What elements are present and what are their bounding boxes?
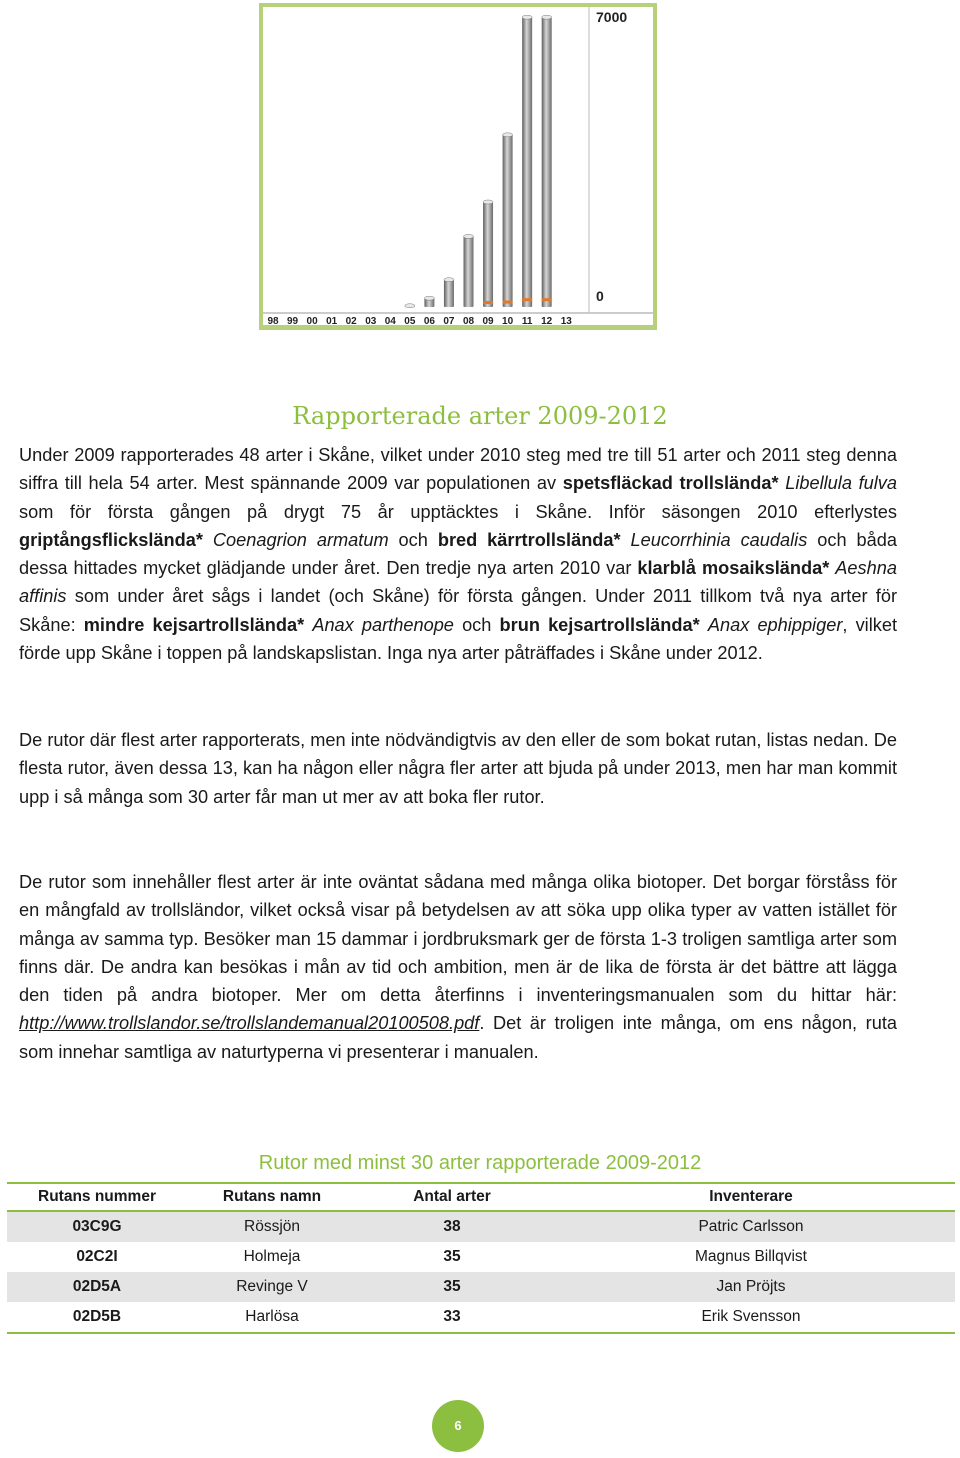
header-square-name: Rutans namn	[222, 1188, 322, 1205]
species-latin-4: Aeshna affinis	[19, 558, 897, 607]
species-name-2: griptångsflickslända*	[19, 529, 203, 550]
x-tick-label: 05	[404, 316, 416, 327]
table-row	[7, 1302, 955, 1333]
x-tick-label: 02	[345, 316, 357, 327]
bar-cap	[405, 304, 415, 308]
cell-square-number: 02D5B	[72, 1308, 122, 1325]
header-species-count: Antal arter	[413, 1188, 491, 1205]
cell-square-name: Holmeja	[243, 1248, 301, 1265]
chart-svg	[259, 3, 657, 330]
para1-text-1: Under 2009 rapporterades 48 arter i Skåne, vilket under 2010 steg med tre till 51 arter och 2011 steg denna siffra till hela 54 arter. Mest spännande 2009 var populationen av	[19, 445, 897, 494]
cell-species-count: 38	[443, 1218, 461, 1235]
bar-cap	[464, 234, 474, 238]
table-row	[7, 1211, 955, 1242]
cell-square-name: Harlösa	[245, 1308, 299, 1325]
cell-square-number: 02C2I	[76, 1248, 118, 1265]
bar	[483, 202, 493, 307]
paragraph-species-reports	[19, 441, 897, 667]
x-tick-label: 13	[560, 316, 572, 327]
species-name-6: brun kejsartrollslända*	[499, 614, 700, 635]
species-name-5: mindre kejsartrollslända*	[83, 614, 305, 635]
para1-text-3: och	[388, 529, 438, 550]
bar	[444, 280, 454, 307]
manual-link[interactable]: http://www.trollslandor.se/trollslandemanual20100508.pdf	[19, 1013, 480, 1034]
bar-cap	[542, 15, 552, 19]
x-tick-label: 06	[423, 316, 435, 327]
bar-highlight	[522, 298, 532, 301]
table-row	[7, 1272, 955, 1302]
x-tick-label: 09	[482, 316, 494, 327]
cell-surveyor: Patric Carlsson	[698, 1218, 804, 1235]
para1-text-5: som under året sågs i landet (och Skåne) för första gången. Under 2011 tillkom två nya arter för Skåne:	[19, 586, 897, 635]
x-tick-label: 01	[326, 316, 338, 327]
bar	[464, 236, 474, 307]
bar-highlight	[483, 301, 493, 304]
species-latin-3: Leucorrhinia caudalis	[630, 529, 808, 550]
paragraph-biotopes	[19, 868, 897, 1066]
x-tick-label: 12	[541, 316, 553, 327]
para3-text-1: De rutor som innehåller flest arter är inte oväntat sådana med många olika biotoper. Det borgar förståss för en mångfald av trollsländor, vilket också visar på betydelsen av att söka upp olika typer av vatten istället för många av samma typ. Besöker man 15 dammar i jordbruksmark ger de första 1-3 troligen samtliga arter som finns där. De andra kan besökas i mån av tid och ambition, men är de lika de första är det bättre att lägga den tiden på andra biotoper. Mer om detta återfinns i inventeringsmanualen som du hittar här:	[19, 872, 897, 1006]
cell-species-count: 33	[443, 1308, 461, 1325]
top-squares-table	[7, 1182, 955, 1334]
species-name-1: spetsfläckad trollslända*	[562, 473, 779, 494]
page-number-badge: 6	[432, 1400, 484, 1452]
section-heading: Rapporterade arter 2009-2012	[292, 402, 668, 430]
x-tick-label: 03	[365, 316, 377, 327]
x-tick-label: 04	[384, 316, 396, 327]
para1-text-4: och båda dessa hittades mycket glädjande under året. Den tredje nya arten 2010 var	[19, 529, 897, 579]
para3-text-2: . Det är troligen inte många, om ens någon, ruta som innehar samtliga av naturtyperna vi presenterar i manualen.	[19, 1013, 897, 1062]
species-latin-5: Anax parthenope	[312, 614, 454, 635]
x-tick-label: 98	[267, 316, 279, 327]
y-tick-label: 0	[596, 288, 604, 304]
bar-cap	[503, 133, 513, 137]
cell-surveyor: Magnus Billqvist	[695, 1248, 807, 1265]
cell-surveyor: Jan Pröjts	[716, 1278, 786, 1295]
para1-text-7: , vilket förde upp Skåne i toppen på landskapslistan. Inga nya arter påträffades i Skåne under 2012.	[19, 614, 898, 664]
paragraph-top-squares: De rutor där flest arter rapporterats, men inte nödvändigtvis av den eller de som bokat rutan, listas nedan. De flesta rutor, även dessa 13, kan ha någon eller några fler arter att bjuda på under 2013, men har man kommit upp i så många som 30 arter får man ut mer av att boka fler rutor.	[19, 730, 897, 807]
species-latin-2: Coenagrion armatum	[212, 529, 389, 550]
bar	[503, 135, 513, 307]
bar-cap	[522, 15, 532, 19]
species-latin-1: Libellula fulva	[785, 473, 897, 494]
bar-highlight	[503, 301, 513, 304]
para1-text-2: som för första gången på drygt 75 år upptäcktes i Skåne. Inför säsongen 2010 efterlystes	[19, 501, 897, 522]
table-row	[7, 1242, 955, 1272]
bar	[542, 17, 552, 307]
header-square-number: Rutans nummer	[38, 1188, 156, 1205]
table-title: Rutor med minst 30 arter rapporterade 2009-2012	[258, 1152, 702, 1174]
species-name-3: bred kärrtrollslända*	[437, 529, 621, 550]
x-tick-label: 99	[286, 316, 299, 327]
table-header-row	[7, 1183, 955, 1211]
y-tick-label: 7000	[596, 9, 628, 25]
cell-species-count: 35	[443, 1248, 461, 1265]
x-tick-label: 00	[306, 316, 318, 327]
species-latin-6: Anax ephippiger	[707, 614, 843, 635]
bar-cap	[424, 296, 434, 300]
bar-highlight	[542, 298, 552, 301]
cell-square-number: 03C9G	[72, 1218, 122, 1235]
species-count-chart	[259, 3, 657, 330]
x-tick-label: 10	[502, 316, 514, 327]
x-tick-label: 08	[462, 316, 475, 327]
cell-square-name: Rössjön	[244, 1218, 300, 1235]
bar	[522, 17, 532, 307]
bar-cap	[444, 278, 454, 282]
cell-surveyor: Erik Svensson	[701, 1308, 801, 1325]
cell-square-name: Revinge V	[236, 1278, 308, 1295]
cell-species-count: 35	[443, 1278, 461, 1295]
cell-square-number: 02D5A	[72, 1278, 122, 1295]
para1-text-6: och	[453, 614, 500, 635]
x-tick-label: 11	[521, 316, 533, 327]
species-name-4: klarblå mosaikslända*	[637, 558, 830, 579]
x-tick-label: 07	[443, 316, 455, 327]
bar-cap	[483, 200, 493, 204]
chart-background	[263, 7, 653, 325]
header-surveyor: Inventerare	[709, 1188, 793, 1205]
